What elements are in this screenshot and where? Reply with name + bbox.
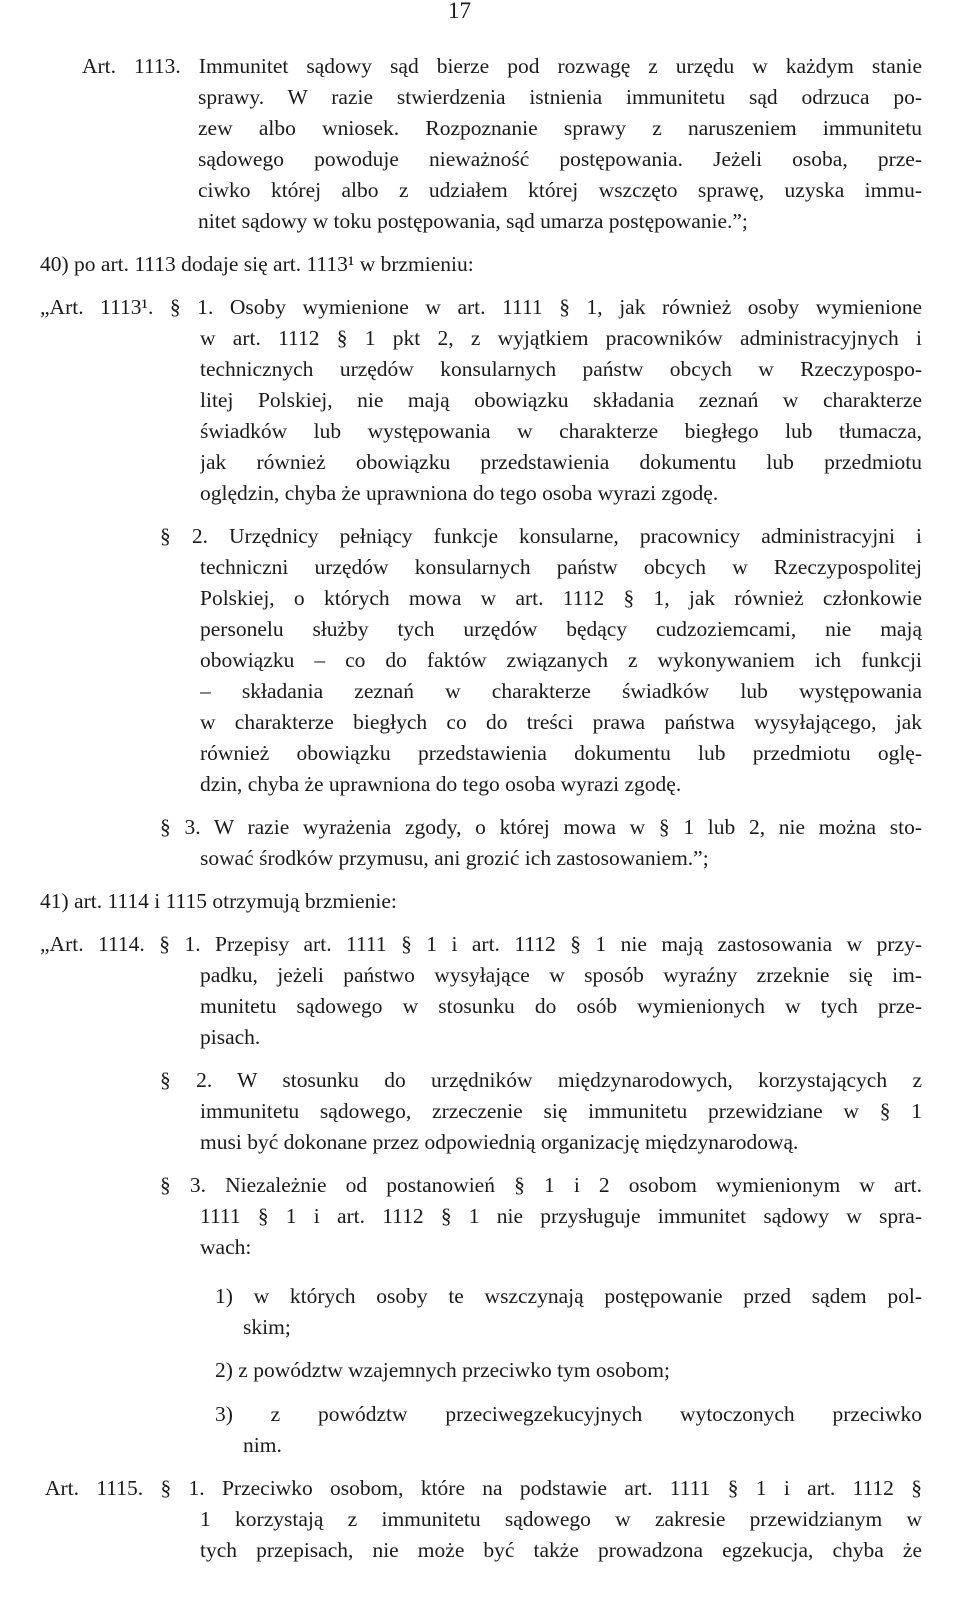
text-line: 3) z powództw przeciwegzekucyjnych wytoczonych przeciwko — [215, 1402, 922, 1426]
text-line: 1111 § 1 i art. 1112 § 1 nie przysługuje immunitet sądowy w spra- — [200, 1204, 922, 1228]
text-line: w charakterze biegłych co do treści prawa państwa wysyłającego, jak — [200, 710, 922, 734]
text-line: jak również obowiązku przedstawienia dokumentu lub przedmiotu — [200, 450, 922, 474]
text-line: świadków lub występowania w charakterze biegłego lub tłumacza, — [200, 419, 922, 443]
text-line: 1 korzystają z immunitetu sądowego w zakresie przewidzianym w — [200, 1507, 922, 1531]
text-line: § 3. W razie wyrażenia zgody, o której mowa w § 1 lub 2, nie można sto- — [160, 815, 922, 839]
text-line: „Art. 1114. § 1. Przepisy art. 1111 § 1 i art. 1112 § 1 nie mają zastosowania w przy- — [40, 932, 922, 956]
text-line: oględzin, chyba że uprawniona do tego osoba wyrazi zgodę. — [200, 481, 719, 505]
text-line: sować środków przymusu, ani grozić ich zastosowaniem.”; — [200, 846, 709, 870]
page-number: 17 — [448, 0, 471, 23]
text-line: 2) z powództw wzajemnych przeciwko tym osobom; — [215, 1358, 670, 1382]
text-line: litej Polskiej, nie mają obowiązku składania zeznań w charakterze — [200, 388, 922, 412]
text-line: – składania zeznań w charakterze świadków lub występowania — [200, 679, 922, 703]
text-line: § 2. W stosunku do urzędników międzynarodowych, korzystających z — [160, 1068, 922, 1092]
text-line: Art. 1113. Immunitet sądowy sąd bierze pod rozwagę z urzędu w każdym stanie — [82, 54, 922, 78]
text-line: musi być dokonane przez odpowiednią organizację międzynarodową. — [200, 1130, 799, 1154]
text-line: „Art. 1113¹. § 1. Osoby wymienione w art. 1111 § 1, jak również osoby wymienione — [40, 295, 922, 319]
text-line: Art. 1115. § 1. Przeciwko osobom, które na podstawie art. 1111 § 1 i art. 1112 § — [45, 1476, 922, 1500]
text-line: również obowiązku przedstawienia dokumentu lub przedmiotu oglę- — [200, 741, 922, 765]
text-line: § 3. Niezależnie od postanowień § 1 i 2 osobom wymienionym w art. — [160, 1173, 922, 1197]
text-line: zew albo wniosek. Rozpoznanie sprawy z naruszeniem immunitetu — [198, 116, 922, 140]
text-line: sądowego powoduje nieważność postępowania. Jeżeli osoba, prze- — [198, 147, 922, 171]
text-line: § 2. Urzędnicy pełniący funkcje konsularne, pracownicy administracyjni i — [160, 524, 922, 548]
text-line: pisach. — [200, 1025, 261, 1049]
text-line: munitetu sądowego w stosunku do osób wymienionych w tych prze- — [200, 994, 922, 1018]
text-line: 41) art. 1114 i 1115 otrzymują brzmienie: — [40, 889, 397, 913]
text-line: nitet sądowy w toku postępowania, sąd umarza postępowanie.”; — [198, 209, 748, 233]
text-line: techniczni urzędów konsularnych państw obcych w Rzeczypospolitej — [200, 555, 922, 579]
text-line: technicznych urzędów konsularnych państw obcych w Rzeczypospo- — [200, 357, 922, 381]
text-line: dzin, chyba że uprawniona do tego osoba wyrazi zgodę. — [200, 772, 682, 796]
text-line: ciwko której albo z udziałem której wszczęto sprawę, uzyska immu- — [198, 178, 922, 202]
text-line: w art. 1112 § 1 pkt 2, z wyjątkiem pracowników administracyjnych i — [200, 326, 922, 350]
text-line: tych przepisach, nie może być także prowadzona egzekucja, chyba że — [200, 1538, 922, 1562]
text-line: 40) po art. 1113 dodaje się art. 1113¹ w brzmieniu: — [40, 252, 474, 276]
text-line: sprawy. W razie stwierdzenia istnienia immunitetu sąd odrzuca po- — [198, 85, 922, 109]
text-line: skim; — [243, 1315, 291, 1339]
text-line: personelu służby tych urzędów będący cudzoziemcami, nie mają — [200, 617, 922, 641]
text-line: immunitetu sądowego, zrzeczenie się immunitetu przewidziane w § 1 — [200, 1099, 922, 1123]
text-line: obowiązku – co do faktów związanych z wykonywaniem ich funkcji — [200, 648, 922, 672]
text-line: padku, jeżeli państwo wysyłające w sposób wyraźny zrzeknie się im- — [200, 963, 922, 987]
text-line: wach: — [200, 1235, 252, 1259]
text-line: 1) w których osoby te wszczynają postępowanie przed sądem pol- — [215, 1284, 922, 1308]
text-line: Polskiej, o których mowa w art. 1112 § 1, jak również członkowie — [200, 586, 922, 610]
text-line: nim. — [243, 1433, 282, 1457]
